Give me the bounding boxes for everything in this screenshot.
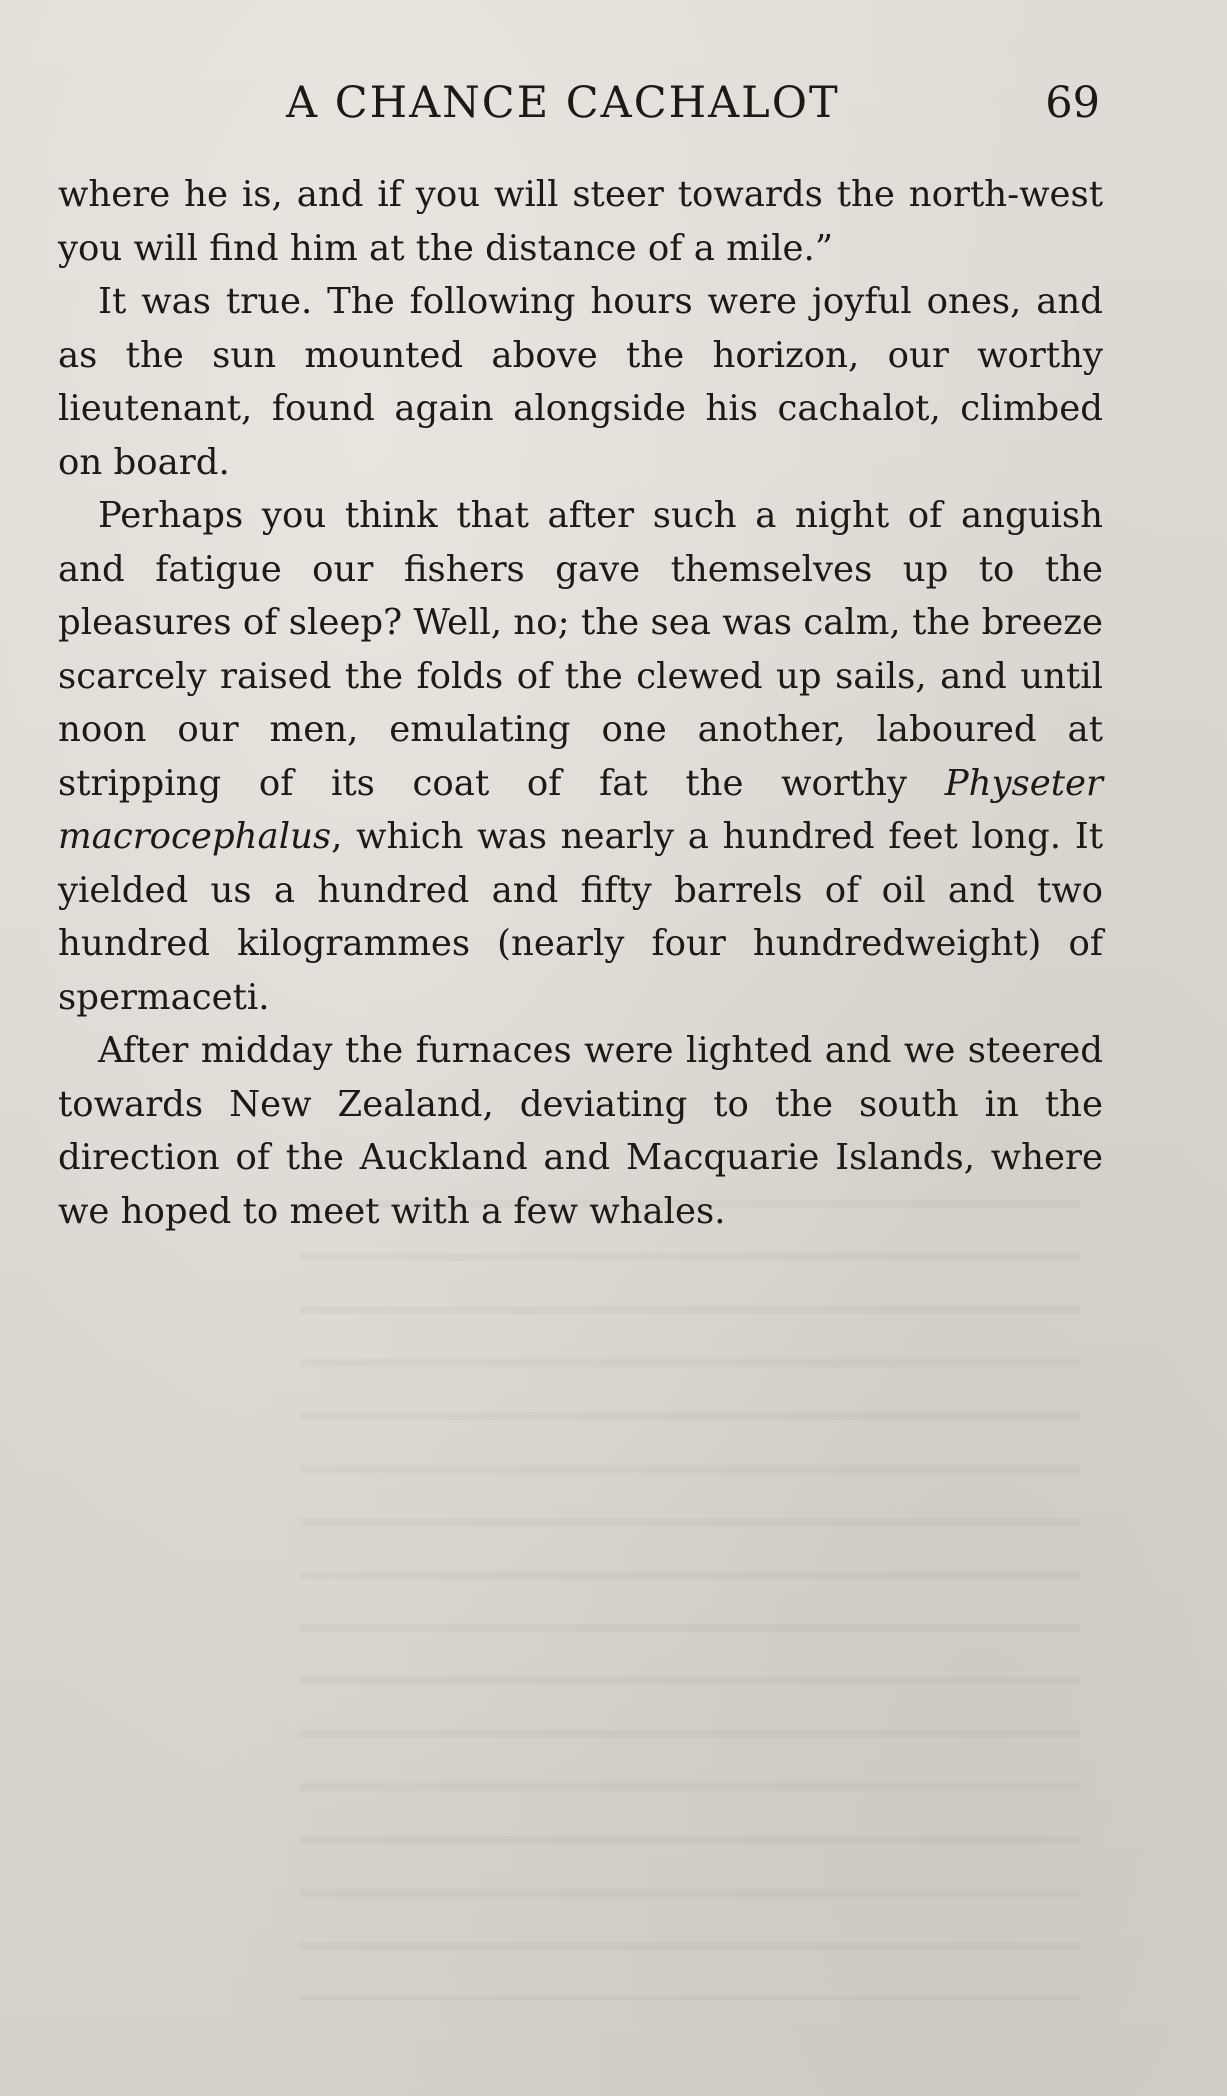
paragraph-4: After midday the furnaces were lighted and we steered towards New Zealand, deviating to the south in the direction of the Auckland and Macquarie Islands, where we hoped to meet with a few whales. (58, 1030, 1103, 1232)
page-number: 69 (1045, 78, 1100, 128)
paragraph-3 (58, 489, 1103, 1024)
body-text (58, 168, 1103, 1238)
show-through-shadow (300, 1200, 1080, 2000)
species-name: Physeter macrocephalus (58, 762, 1103, 857)
paragraph-1: where he is, and if you will steer towards the north-west you will find him at the distance of a mile.” (58, 174, 1103, 269)
paragraph-3-text-b: , which was nearly a hundred feet long. It yielded us a hundred and fifty barrels of oil and two hundred kilogrammes (nearly four hundredweight) of spermaceti. (58, 816, 1103, 1018)
paragraph-2: It was true. The following hours were joyful ones, and as the sun mounted above the horizon, our worthy lieutenant, found again alongside his cachalot, climbed on board. (58, 281, 1103, 483)
paragraph-3-text-a: Perhaps you think that after such a night of anguish and fatigue our fishers gave themselves up to the pleasures of sleep? Well, no; the sea was calm, the breeze scarcely raised the folds of the clewed up sails, and until noon our men, emulating one another, laboured at stripping of its coat of fat the worthy (58, 495, 1103, 804)
page-header (0, 78, 1227, 128)
running-head: A CHANCE CACHALOT (286, 78, 840, 128)
